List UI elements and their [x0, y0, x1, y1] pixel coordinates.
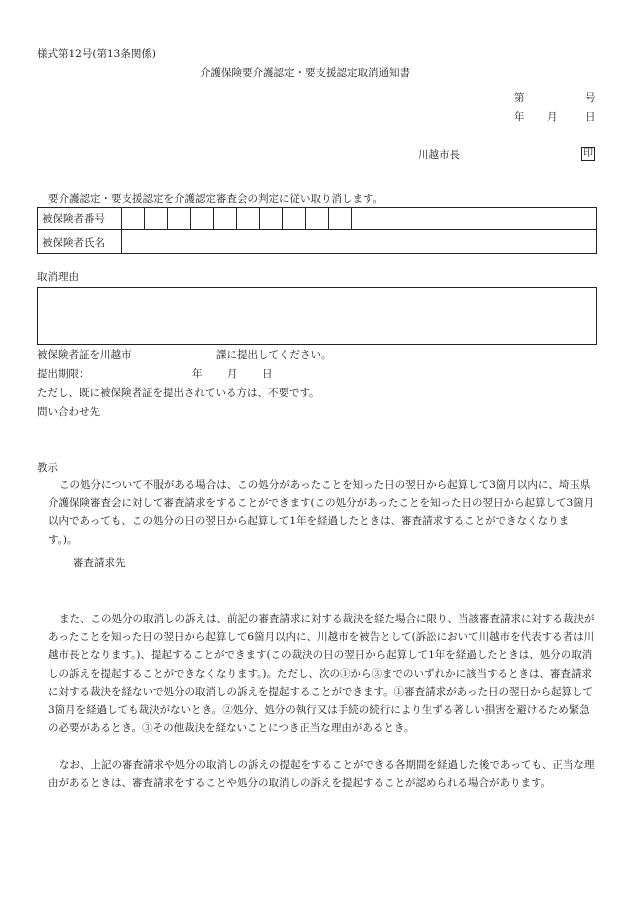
submit-suffix: 課に提出してください。	[216, 349, 332, 361]
review-destination-label: 審査請求先	[73, 557, 126, 569]
digit-cell[interactable]	[328, 208, 351, 229]
insured-number-label: 被保険者番号	[42, 213, 105, 225]
digit-cell[interactable]	[190, 208, 213, 229]
digit-cell[interactable]	[236, 208, 259, 229]
date-day: 日	[585, 111, 596, 123]
name-divider	[121, 230, 122, 253]
insured-name-label: 被保険者氏名	[42, 237, 105, 249]
submit-prefix: 被保険者証を川越市	[37, 349, 132, 361]
number-dai: 第	[514, 92, 525, 104]
digit-cell[interactable]	[121, 208, 144, 229]
inquiry-label: 問い合わせ先	[37, 406, 100, 418]
cancel-reason-box[interactable]	[37, 287, 597, 345]
instruction-heading: 教示	[37, 462, 58, 474]
digit-cell[interactable]	[144, 208, 167, 229]
issuer: 川越市長	[418, 149, 460, 161]
seal-stamp: 印	[583, 148, 593, 159]
deadline-year: 年	[192, 368, 203, 380]
digit-cell-end	[351, 208, 352, 229]
document-title: 介護保険要介護認定・要支援認定取消通知書	[200, 67, 410, 79]
instruction-paragraph-3: なお、上記の審査請求や処分の取消しの訴えの提起をすることができる各期間を経過した後であっても、正当な理由があるときは、審査請求をすることや処分の取消しの訴えを提起することが認められる場合があります。	[48, 759, 595, 790]
digit-cell[interactable]	[167, 208, 190, 229]
digit-cell[interactable]	[282, 208, 305, 229]
digit-cell[interactable]	[305, 208, 328, 229]
notice-statement: 要介護認定・要支援認定を介護認定審査会の判定に従い取り消します。	[48, 193, 384, 205]
deadline-month: 月	[227, 368, 238, 380]
date-month: 月	[547, 111, 558, 123]
digit-cell[interactable]	[213, 208, 236, 229]
instruction-paragraph-2: また、この処分の取消しの訴えは、前記の審査請求に対する裁決を経た場合に限り、当該審査請求に対する裁決があったことを知った日の翌日から起算して6箇月以内に、川越市を被告として(訴訟において川越市を代表する者は川越市長となります。)、提起することができます(この裁決の日の翌日から起算して1年を経過したときは、処分の取消しの訴えを提起することができなくなります。)。ただし、次の①から③までのいずれかに該当するときは、審査請求に対する裁決を経ないで処分の取消しの訴えを提起することができます。①審査請求があった日の翌日から起算して3箇月を経過しても裁決がないとき。②処分、処分の執行又は手続の続行により生ずる著しい損害を避けるため緊急の必要があるとき。③その他裁決を経ないことにつき正当な理由があるとき。	[48, 613, 595, 735]
number-go: 号	[585, 92, 596, 104]
deadline-label: 提出期限：	[37, 368, 90, 380]
deadline-day: 日	[262, 368, 273, 380]
cancel-reason-label: 取消理由	[37, 271, 79, 283]
insured-number-row	[37, 207, 597, 230]
submission-note: ただし、既に被保険者証を提出されている方は、不要です。	[37, 387, 320, 399]
date-year: 年	[514, 111, 525, 123]
instruction-paragraph-1: この処分について不服がある場合は、この処分があったことを知った日の翌日から起算して3箇月以内に、埼玉県介護保険審査会に対して審査請求をすることができます(この処分があったことを知った日の翌日から起算して3箇月以内であっても、この処分の日の翌日から起算して1年を経過したときは、審査請求することができなくなります。)。	[48, 479, 595, 546]
digit-cell[interactable]	[259, 208, 282, 229]
insured-name-row	[37, 229, 597, 254]
form-number: 様式第12号(第13条関係)	[37, 48, 156, 60]
